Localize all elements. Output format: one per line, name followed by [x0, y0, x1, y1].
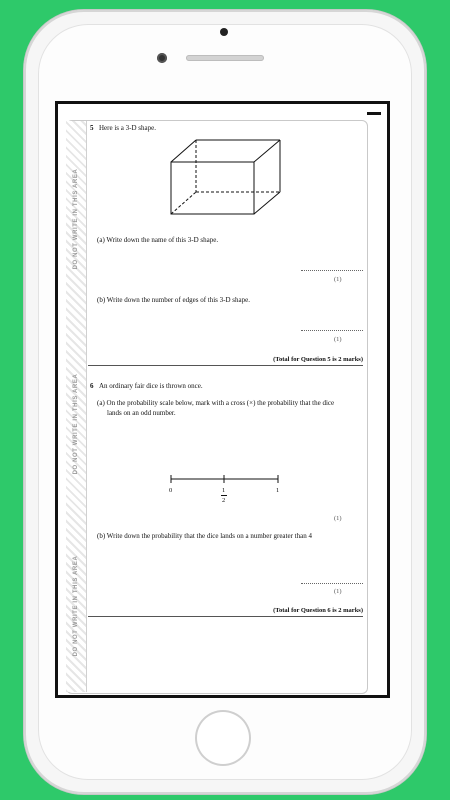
answer-line-6b[interactable]	[301, 583, 363, 584]
cuboid-hidden-edge	[171, 192, 196, 214]
margin-warning-top: DO NOT WRITE IN THIS AREA	[73, 168, 79, 270]
cuboid-edge	[254, 192, 280, 214]
scale-label-half-numerator: 1	[222, 487, 226, 494]
front-camera-icon	[157, 53, 167, 63]
menu-indicator-icon[interactable]	[367, 112, 381, 115]
question-6-number: 6	[90, 382, 94, 390]
scale-label-half-denominator: 2	[222, 497, 226, 504]
question-6-total: (Total for Question 6 is 2 marks)	[273, 607, 363, 614]
question-5-total: (Total for Question 5 is 2 marks)	[273, 356, 363, 363]
question-6a-text-line2: lands on an odd number.	[107, 409, 176, 417]
earpiece-speaker	[186, 55, 264, 61]
divider	[88, 616, 363, 617]
margin-strip	[66, 121, 87, 692]
answer-line-5a[interactable]	[301, 270, 363, 271]
scale-label-zero: 0	[169, 487, 173, 494]
scale-label-one: 1	[276, 487, 280, 494]
question-5-number: 5	[90, 124, 94, 132]
cuboid-edge	[254, 140, 280, 162]
cuboid-edge	[171, 140, 196, 162]
page-content	[88, 124, 363, 684]
home-button[interactable]	[195, 710, 251, 766]
marks-5b: (1)	[334, 336, 342, 343]
fraction-bar	[221, 495, 227, 496]
screen	[55, 101, 390, 698]
marks-6b: (1)	[334, 588, 342, 595]
answer-line-5b[interactable]	[301, 330, 363, 331]
cuboid-front-face	[171, 162, 254, 214]
question-5a-text: (a) Write down the name of this 3-D shape.	[97, 236, 219, 244]
question-6b-text: (b) Write down the probability that the dice lands on a number greater than 4	[97, 532, 312, 540]
question-6-intro: An ordinary fair dice is thrown once.	[99, 382, 203, 390]
margin-warning-bottom: DO NOT WRITE IN THIS AREA	[73, 555, 79, 657]
marks-6a: (1)	[334, 515, 342, 522]
divider	[88, 365, 363, 366]
proximity-sensor	[220, 28, 228, 36]
question-6a-text-line1: (a) On the probability scale below, mark with a cross (×) the probability that the dice	[97, 399, 335, 407]
probability-scale[interactable]	[168, 474, 282, 514]
marks-5a: (1)	[334, 276, 342, 283]
margin-warning-mid: DO NOT WRITE IN THIS AREA	[73, 373, 79, 475]
question-5-intro: Here is a 3-D shape.	[99, 124, 156, 132]
question-5b-text: (b) Write down the number of edges of this 3-D shape.	[97, 296, 250, 304]
cuboid-diagram	[166, 138, 286, 218]
